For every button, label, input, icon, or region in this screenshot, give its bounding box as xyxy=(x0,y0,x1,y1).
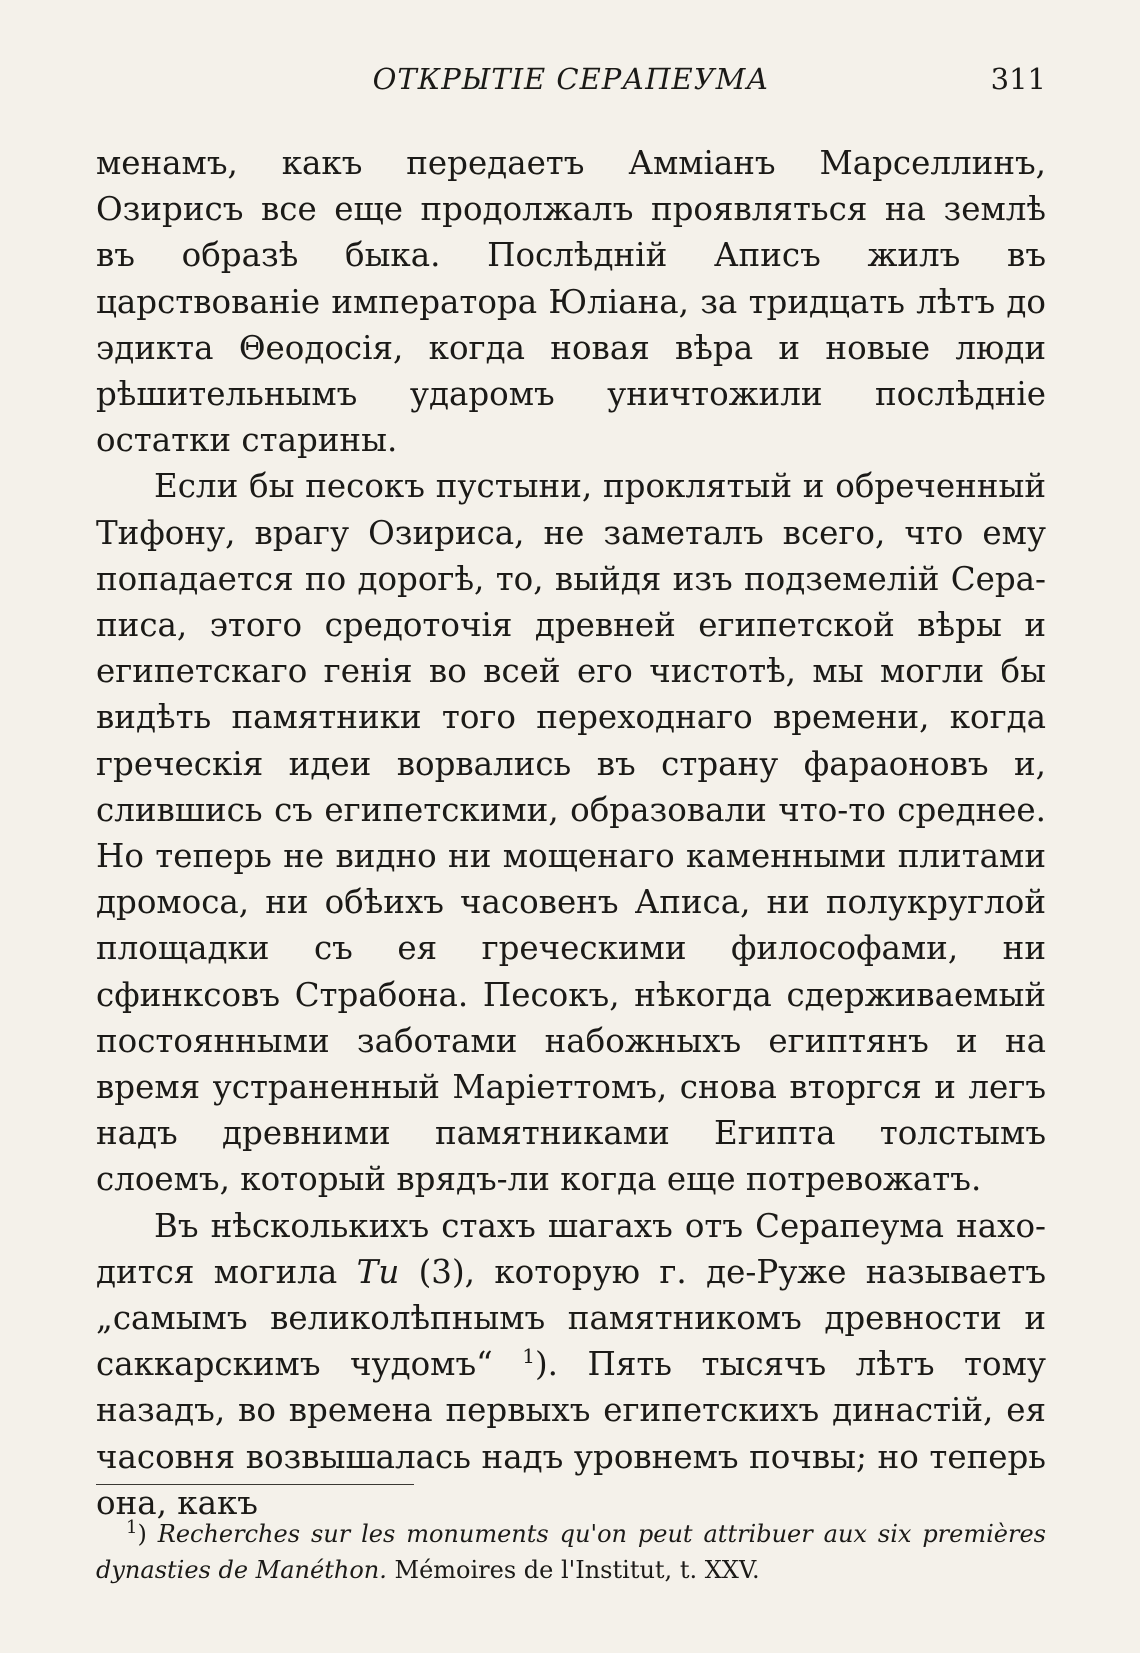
running-title: ОТКРЫТІЕ СЕРАПЕУМА xyxy=(372,62,770,96)
footnote-title-italic: Recherches sur les monuments qu'on peut attribuer aux six premières dynasties de Manéthon. xyxy=(96,1520,1046,1584)
page-number: 311 xyxy=(990,62,1046,96)
paragraph-text-before: Въ нѣсколькихъ стахъ шагахъ отъ Серапеума находится могила xyxy=(96,1206,1046,1291)
footnote-paren: ) xyxy=(137,1520,158,1548)
tomb-name-italic: Ти xyxy=(356,1252,400,1291)
footnote-reference[interactable]: 1 xyxy=(522,1344,535,1369)
footnote-divider xyxy=(96,1484,414,1485)
footnote-source: Mémoires de l'Institut, t. XXV. xyxy=(386,1556,760,1584)
body-text xyxy=(96,140,1046,1526)
running-head xyxy=(96,62,1046,106)
paragraph-sand: Если бы песокъ пустыни, проклятый и обреченный Тифону, врагу Озириса, не заметалъ всего, что ему попадается по дорогѣ, то, выйдя изъ подземелій Сераписа, этого средоточія древней египетской вѣры и египетскаго генія во всей его чистотѣ, мы могли бы видѣть памятники того переходнаго времени, когда греческія идеи ворвались въ страну фараоновъ и, слившись съ египетскими, образовали что-то среднее. Но теперь не видно ни мощенаго каменными плитами дромоса, ни обѣихъ часовенъ Аписа, ни полукруглой площадки съ ея греческими философами, ни сфинксовъ Страбона. Песокъ, нѣкогда сдерживаемый постоянными заботами набожныхъ египтянъ и на время устраненный Маріеттомъ, снова вторгся и легъ надъ древними памятниками Египта толстымъ слоемъ, который врядъ-ли когда еще потревожатъ. xyxy=(96,467,1046,1199)
paragraph-text-middle: (3), которую г. де-Руже называетъ „самымъ великолѣпнымъ памятникомъ древности и саккарскимъ чудомъ“ xyxy=(96,1252,1047,1384)
footnote-mark: 1 xyxy=(126,1517,138,1538)
footnote xyxy=(96,1516,1046,1588)
paragraph-continued: менамъ, какъ передаетъ Амміанъ Марселлинъ, Озирисъ все еще продолжалъ проявляться на землѣ въ образѣ быка. Послѣдній Аписъ жилъ въ царствованіе императора Юліана, за тридцать лѣтъ до эдикта Θеодосія, когда новая вѣра и новые люди рѣшительнымъ ударомъ уничтожили послѣдніе остатки старины. xyxy=(96,144,1046,460)
paragraph-text-after: ). Пять тысячъ лѣтъ тому назадъ, во времена первыхъ египетскихъ династій, ея часовня возвышалась надъ уровнемъ почвы; но теперь она, какъ xyxy=(96,1345,1047,1522)
paragraph-tomb-of-ti xyxy=(96,1203,1046,1526)
